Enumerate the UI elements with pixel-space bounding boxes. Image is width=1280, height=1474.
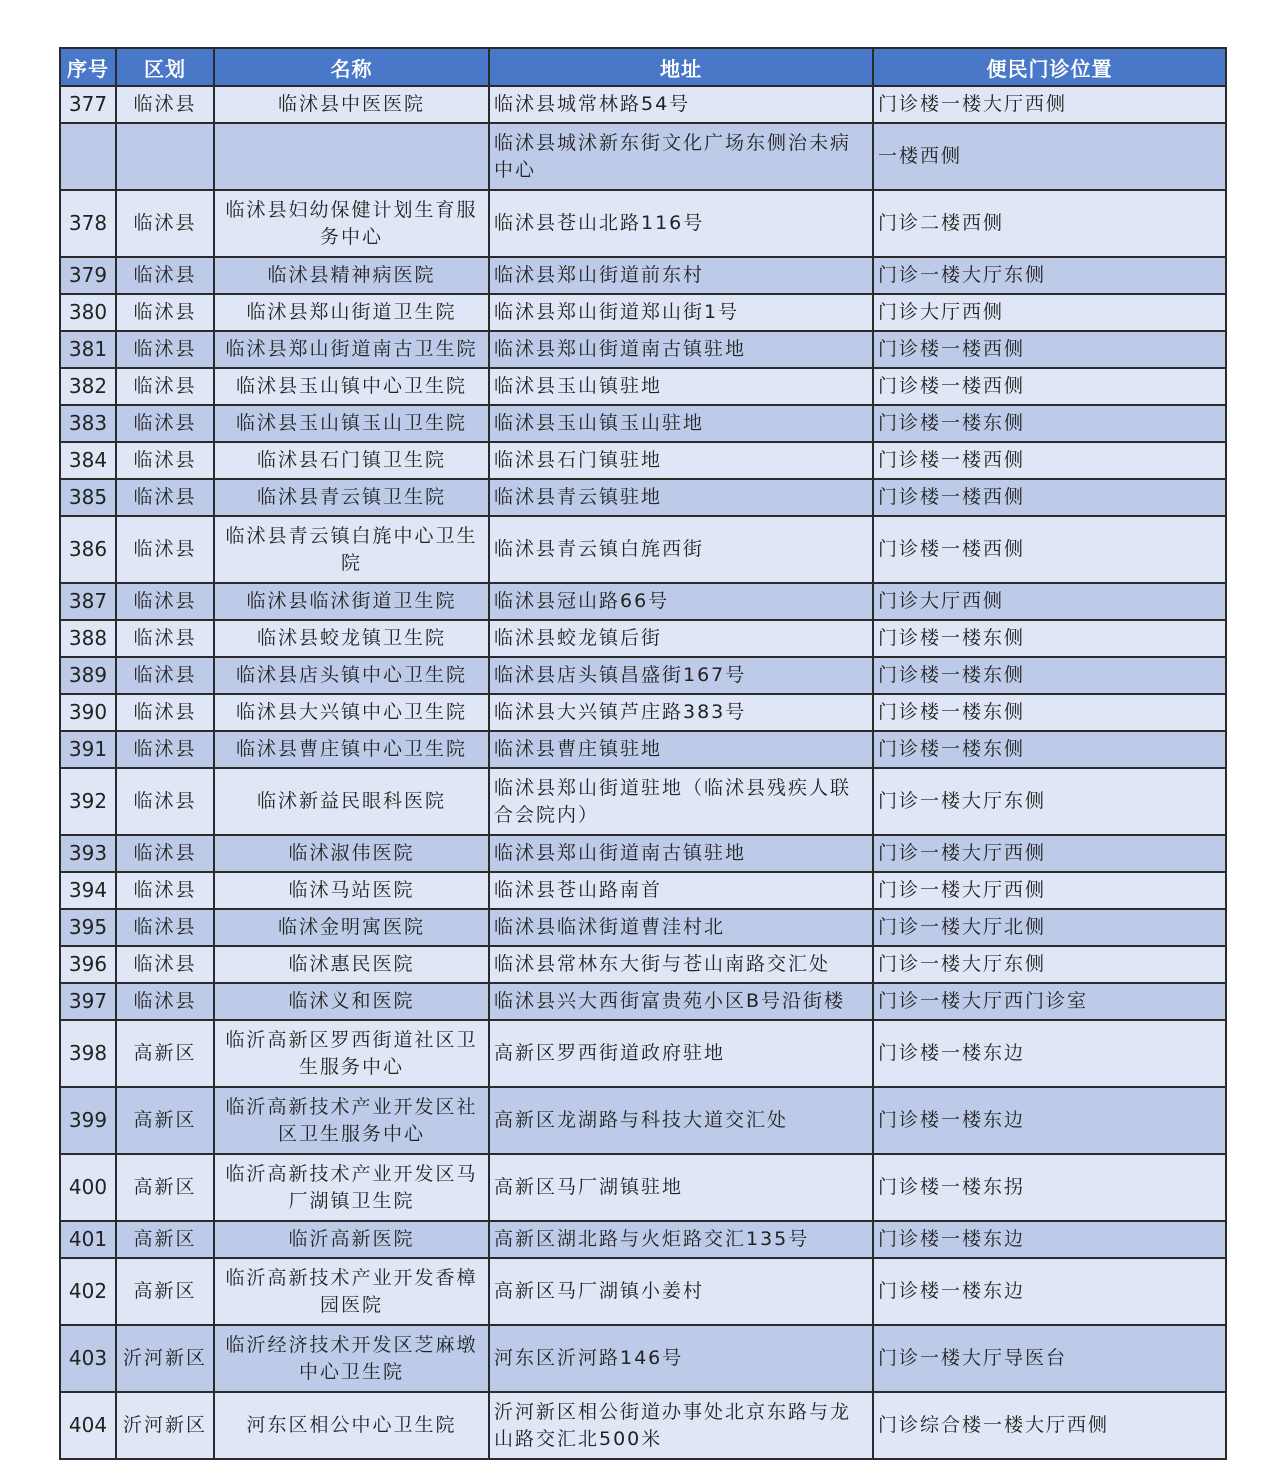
cell-name: 临沂高新技术产业开发区社区卫生服务中心 [214,1087,489,1154]
cell-location: 门诊楼一楼大厅西侧 [873,86,1226,123]
table-row [60,983,1226,1020]
cell-address: 高新区湖北路与火炬路交汇135号 [489,1221,873,1258]
cell-district: 临沭县 [116,331,214,368]
cell-district: 临沭县 [116,768,214,835]
clinic-table [59,47,1227,1460]
cell-district: 临沭县 [116,983,214,1020]
cell-no: 397 [60,983,116,1020]
cell-no: 392 [60,768,116,835]
cell-no: 389 [60,657,116,694]
table-row [60,516,1226,583]
cell-name: 临沭县店头镇中心卫生院 [214,657,489,694]
cell-location: 门诊楼一楼东边 [873,1020,1226,1087]
cell-district: 高新区 [116,1020,214,1087]
cell-name: 临沂高新医院 [214,1221,489,1258]
table-row [60,123,1226,190]
cell-district: 临沭县 [116,479,214,516]
cell-no: 381 [60,331,116,368]
cell-district: 沂河新区 [116,1392,214,1459]
cell-address: 河东区沂河路146号 [489,1325,873,1392]
cell-district: 临沭县 [116,442,214,479]
cell-no: 398 [60,1020,116,1087]
cell-address: 高新区龙湖路与科技大道交汇处 [489,1087,873,1154]
cell-district: 高新区 [116,1258,214,1325]
cell-no: 402 [60,1258,116,1325]
cell-name: 临沭县精神病医院 [214,257,489,294]
cell-district: 临沭县 [116,583,214,620]
table-row [60,1020,1226,1087]
cell-location: 门诊楼一楼东侧 [873,620,1226,657]
cell-district: 高新区 [116,1087,214,1154]
cell-no: 387 [60,583,116,620]
cell-address: 临沭县常林东大街与苍山南路交汇处 [489,946,873,983]
header-location: 便民门诊位置 [873,48,1226,86]
cell-district: 临沭县 [116,516,214,583]
cell-name: 临沭县青云镇白旄中心卫生院 [214,516,489,583]
table-row [60,1392,1226,1459]
cell-name: 临沭县临沭街道卫生院 [214,583,489,620]
table-row [60,405,1226,442]
cell-location: 门诊一楼大厅东侧 [873,768,1226,835]
cell-no [60,123,116,190]
cell-name: 临沂高新区罗西街道社区卫生服务中心 [214,1020,489,1087]
cell-address: 临沭县郑山街道前东村 [489,257,873,294]
cell-name: 临沭新益民眼科医院 [214,768,489,835]
cell-district: 临沭县 [116,368,214,405]
cell-location: 门诊综合楼一楼大厅西侧 [873,1392,1226,1459]
table-row [60,479,1226,516]
cell-location: 门诊楼一楼西侧 [873,442,1226,479]
table-row [60,768,1226,835]
header-row [60,48,1226,86]
cell-district: 临沭县 [116,835,214,872]
cell-no: 395 [60,909,116,946]
table-row [60,257,1226,294]
cell-no: 401 [60,1221,116,1258]
cell-name: 河东区相公中心卫生院 [214,1392,489,1459]
cell-no: 377 [60,86,116,123]
cell-address: 临沭县郑山街道驻地（临沭县残疾人联合会院内） [489,768,873,835]
cell-address: 临沭县玉山镇驻地 [489,368,873,405]
table-row [60,731,1226,768]
cell-district: 沂河新区 [116,1325,214,1392]
cell-no: 388 [60,620,116,657]
cell-location: 门诊二楼西侧 [873,190,1226,257]
cell-name: 临沂经济技术开发区芝麻墩中心卫生院 [214,1325,489,1392]
cell-location: 门诊楼一楼东侧 [873,731,1226,768]
cell-name: 临沭县妇幼保健计划生育服务中心 [214,190,489,257]
cell-name: 临沭马站医院 [214,872,489,909]
table-row [60,1325,1226,1392]
cell-location: 门诊楼一楼西侧 [873,479,1226,516]
table-row [60,909,1226,946]
cell-location: 门诊楼一楼东拐 [873,1154,1226,1221]
cell-name: 临沂高新技术产业开发香樟园医院 [214,1258,489,1325]
cell-address: 临沭县城沭新东街文化广场东侧治未病中心 [489,123,873,190]
table-row [60,620,1226,657]
table-row [60,190,1226,257]
cell-address: 临沭县苍山路南首 [489,872,873,909]
cell-no: 399 [60,1087,116,1154]
table-row [60,86,1226,123]
cell-address: 临沭县冠山路66号 [489,583,873,620]
header-name: 名称 [214,48,489,86]
cell-no: 386 [60,516,116,583]
cell-location: 门诊楼一楼西侧 [873,516,1226,583]
cell-location: 门诊一楼大厅导医台 [873,1325,1226,1392]
cell-location: 门诊楼一楼东边 [873,1258,1226,1325]
cell-address: 临沭县青云镇白旄西街 [489,516,873,583]
cell-district: 高新区 [116,1154,214,1221]
table-row [60,694,1226,731]
cell-name: 临沭县郑山街道卫生院 [214,294,489,331]
cell-district: 临沭县 [116,190,214,257]
cell-address: 临沭县兴大西街富贵苑小区B号沿街楼 [489,983,873,1020]
cell-no: 385 [60,479,116,516]
cell-location: 门诊一楼大厅西侧 [873,835,1226,872]
cell-location: 门诊一楼大厅西侧 [873,872,1226,909]
cell-name: 临沭县大兴镇中心卫生院 [214,694,489,731]
cell-district: 临沭县 [116,620,214,657]
cell-address: 临沭县店头镇昌盛街167号 [489,657,873,694]
cell-no: 393 [60,835,116,872]
cell-no: 396 [60,946,116,983]
cell-location: 门诊一楼大厅西门诊室 [873,983,1226,1020]
table-row [60,835,1226,872]
header-no: 序号 [60,48,116,86]
cell-address: 临沭县郑山街道郑山街1号 [489,294,873,331]
cell-location: 门诊楼一楼东边 [873,1087,1226,1154]
cell-address: 临沭县曹庄镇驻地 [489,731,873,768]
table-row [60,368,1226,405]
cell-address: 临沭县大兴镇芦庄路383号 [489,694,873,731]
cell-district: 临沭县 [116,257,214,294]
cell-no: 390 [60,694,116,731]
cell-name: 临沭县石门镇卫生院 [214,442,489,479]
cell-name: 临沭县玉山镇玉山卫生院 [214,405,489,442]
cell-district: 临沭县 [116,946,214,983]
table-row [60,331,1226,368]
cell-name: 临沭县中医医院 [214,86,489,123]
cell-district: 临沭县 [116,294,214,331]
cell-address: 临沭县城常林路54号 [489,86,873,123]
cell-location: 门诊楼一楼西侧 [873,331,1226,368]
cell-district: 临沭县 [116,694,214,731]
cell-no: 403 [60,1325,116,1392]
cell-district: 临沭县 [116,86,214,123]
cell-name: 临沭县青云镇卫生院 [214,479,489,516]
table-row [60,1258,1226,1325]
cell-no: 383 [60,405,116,442]
cell-name: 临沭金明寓医院 [214,909,489,946]
cell-name: 临沭县郑山街道南古卫生院 [214,331,489,368]
header-district: 区划 [116,48,214,86]
cell-address: 沂河新区相公街道办事处北京东路与龙山路交汇北500米 [489,1392,873,1459]
cell-address: 临沭县玉山镇玉山驻地 [489,405,873,442]
cell-no: 394 [60,872,116,909]
cell-address: 临沭县临沭街道曹洼村北 [489,909,873,946]
cell-location: 一楼西侧 [873,123,1226,190]
cell-district: 高新区 [116,1221,214,1258]
cell-district: 临沭县 [116,405,214,442]
cell-address: 高新区马厂湖镇小姜村 [489,1258,873,1325]
cell-location: 门诊楼一楼西侧 [873,368,1226,405]
cell-address: 高新区马厂湖镇驻地 [489,1154,873,1221]
cell-location: 门诊楼一楼东侧 [873,657,1226,694]
cell-district: 临沭县 [116,872,214,909]
cell-location: 门诊大厅西侧 [873,294,1226,331]
cell-no: 400 [60,1154,116,1221]
cell-name [214,123,489,190]
cell-name: 临沭惠民医院 [214,946,489,983]
cell-district [116,123,214,190]
table-row [60,583,1226,620]
table-row [60,294,1226,331]
cell-no: 379 [60,257,116,294]
cell-name: 临沭县蛟龙镇卫生院 [214,620,489,657]
cell-address: 临沭县郑山街道南古镇驻地 [489,331,873,368]
cell-no: 384 [60,442,116,479]
cell-name: 临沭县玉山镇中心卫生院 [214,368,489,405]
cell-name: 临沭义和医院 [214,983,489,1020]
cell-address: 临沭县青云镇驻地 [489,479,873,516]
table-row [60,1087,1226,1154]
cell-address: 高新区罗西街道政府驻地 [489,1020,873,1087]
header-address: 地址 [489,48,873,86]
cell-no: 404 [60,1392,116,1459]
cell-name: 临沭县曹庄镇中心卫生院 [214,731,489,768]
cell-no: 378 [60,190,116,257]
cell-location: 门诊一楼大厅东侧 [873,946,1226,983]
cell-location: 门诊一楼大厅东侧 [873,257,1226,294]
cell-location: 门诊楼一楼东侧 [873,405,1226,442]
cell-location: 门诊大厅西侧 [873,583,1226,620]
cell-name: 临沭淑伟医院 [214,835,489,872]
table-row [60,657,1226,694]
table-row [60,1221,1226,1258]
cell-no: 382 [60,368,116,405]
cell-no: 380 [60,294,116,331]
table-row [60,1154,1226,1221]
cell-address: 临沭县蛟龙镇后街 [489,620,873,657]
cell-no: 391 [60,731,116,768]
cell-district: 临沭县 [116,909,214,946]
table-row [60,442,1226,479]
cell-location: 门诊一楼大厅北侧 [873,909,1226,946]
cell-address: 临沭县石门镇驻地 [489,442,873,479]
table-row [60,946,1226,983]
cell-location: 门诊楼一楼东边 [873,1221,1226,1258]
cell-address: 临沭县苍山北路116号 [489,190,873,257]
cell-location: 门诊楼一楼东侧 [873,694,1226,731]
cell-district: 临沭县 [116,731,214,768]
cell-name: 临沂高新技术产业开发区马厂湖镇卫生院 [214,1154,489,1221]
cell-address: 临沭县郑山街道南古镇驻地 [489,835,873,872]
cell-district: 临沭县 [116,657,214,694]
table-row [60,872,1226,909]
